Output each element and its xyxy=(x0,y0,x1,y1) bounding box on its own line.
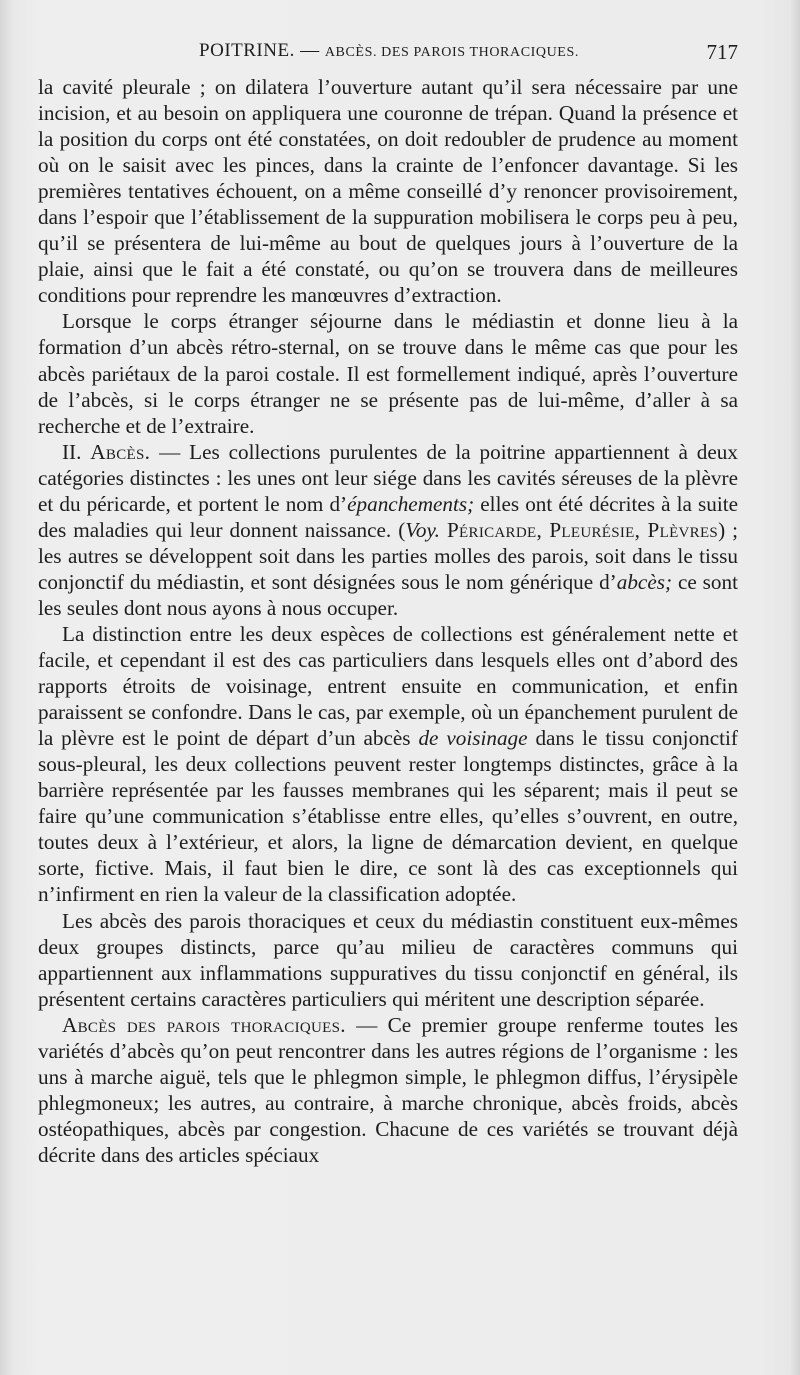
paragraph-4-segment: de voisinage xyxy=(418,726,528,751)
paragraph-3-segment: abcès; xyxy=(616,569,673,594)
paragraph-3-segment: Péricarde, Pleurésie, Plèvres xyxy=(446,517,719,542)
paragraph-3-segment xyxy=(440,518,447,542)
paragraph-1-segment: la cavité pleurale ; on dilatera l’ouverture autant qu’il sera nécessaire par une incision, et au besoin on appliquera une couronne de trépan. Quand la présence et la position du corps ont été constatées, on doit redoubler de prudence au moment où on le saisit avec les pinces, dans la crainte de l’enfoncer davantage. Si les premières tentatives échouent, on a même conseillé d’y renoncer provisoirement, dans l’espoir que l’établissement de la suppuration mobilisera le corps peu à peu, qu’il se présentera de lui-même au bout de quelques jours à l’ouverture de la plaie, ainsi que le fait a été constaté, ou qu’on se trouvera dans de meilleures conditions pour reprendre les manœuvres d’extraction. xyxy=(38,75,738,308)
paragraph-3-segment: épanchements; xyxy=(347,491,475,516)
paragraph-6-segment: Abcès des parois thoraciques. xyxy=(62,1012,346,1037)
paragraph-1 xyxy=(38,74,738,308)
paragraph-2 xyxy=(38,308,738,438)
paragraph-4 xyxy=(38,621,738,908)
paragraph-5 xyxy=(38,908,738,1012)
running-title-dash: — xyxy=(294,40,325,61)
paragraph-4-segment: dans le tissu conjonctif sous-pleural, les deux collections peuvent rester longtemps distinctes, grâce à la barrière représentée par les fausses membranes qui les séparent; mais il peut se faire qu’une communication s’établisse entre elles, qu’elles s’ouvrent, en outre, toutes deux à l’extérieur, et alors, la ligne de démarcation devient, en quelque sorte, fictive. Mais, il faut bien le dire, ce sont là des cas exceptionnels qui n’infirment en rien la valeur de la classification adoptée. xyxy=(38,726,738,907)
body-text xyxy=(38,74,738,1168)
paragraph-6-segment: — Ce premier groupe renferme toutes les variétés d’abcès qu’on peut rencontrer dans les autres régions de l’organisme : les uns à marche aiguë, tels que le phlegmon simple, le phlegmon diffus, l’érysipèle phlegmoneux; les autres, au contraire, à marche chronique, abcès froids, abcès ostéopathiques, abcès par congestion. Chacune de ces variétés se trouvant déjà décrite dans des articles spéciaux xyxy=(38,1012,738,1167)
page-header xyxy=(40,40,738,74)
paragraph-3-segment: — Les collections purulentes de la poitrine appartiennent à deux catégories distinctes : les unes ont leur siége dans les cavités séreuses de la plèvre et du péricarde, et portent le nom d’ xyxy=(38,439,738,516)
paragraph-3-segment: ) ; les autres se développent soit dans les parties molles des parois, soit dans le tissu conjonctif du médiastin, et sont désignées sous le nom générique d’ xyxy=(38,517,739,594)
paragraph-3-segment: Abcès. xyxy=(90,439,151,464)
paragraph-2-segment: Lorsque le corps étranger séjourne dans le médiastin et donne lieu à la formation d’un abcès rétro-sternal, on se trouve dans le même cas que pour les abcès pariétaux de la paroi costale. Il est formellement indiqué, après l’ouverture de l’abcès, si le corps étranger ne se présente pas de lui-même, d’aller à sa recherche et de l’extraire. xyxy=(38,309,738,438)
paragraph-3-segment: Voy. xyxy=(405,517,440,542)
running-title-main: POITRINE. xyxy=(199,40,295,61)
page-number: 717 xyxy=(706,40,738,64)
paragraph-3-segment: elles ont été décrites à la suite des maladies qui leur donnent naissance. ( xyxy=(38,491,738,542)
paragraph-3-segment: II. xyxy=(62,439,91,464)
running-head xyxy=(40,40,738,62)
running-title-sub: ABCÈS. DES PAROIS THORACIQUES. xyxy=(324,45,579,60)
paragraph-6 xyxy=(38,1012,738,1168)
paragraph-5-segment: Les abcès des parois thoraciques et ceux du médiastin constituent eux-mêmes deux groupes distincts, parce qu’au milieu de caractères communs qui appartiennent aux inflammations suppuratives du tissu conjonctif en général, ils présentent certains caractères particuliers qui méritent une description séparée. xyxy=(38,908,738,1011)
paragraph-3-segment: ce sont les seules dont nous ayons à nous occuper. xyxy=(38,569,738,620)
paragraph-3 xyxy=(38,439,738,621)
page-edge-shadow xyxy=(790,0,800,1375)
paragraph-4-segment: La distinction entre les deux espèces de collections est généralement nette et facile, et cependant il est des cas particuliers dans lesquels elles ont d’abord des rapports étroits de voisinage, entrent ensuite en communication, et enfin paraissent se confondre. Dans le cas, par exemple, où un épanchement purulent de la plèvre est le point de départ d’un abcès xyxy=(38,621,738,751)
